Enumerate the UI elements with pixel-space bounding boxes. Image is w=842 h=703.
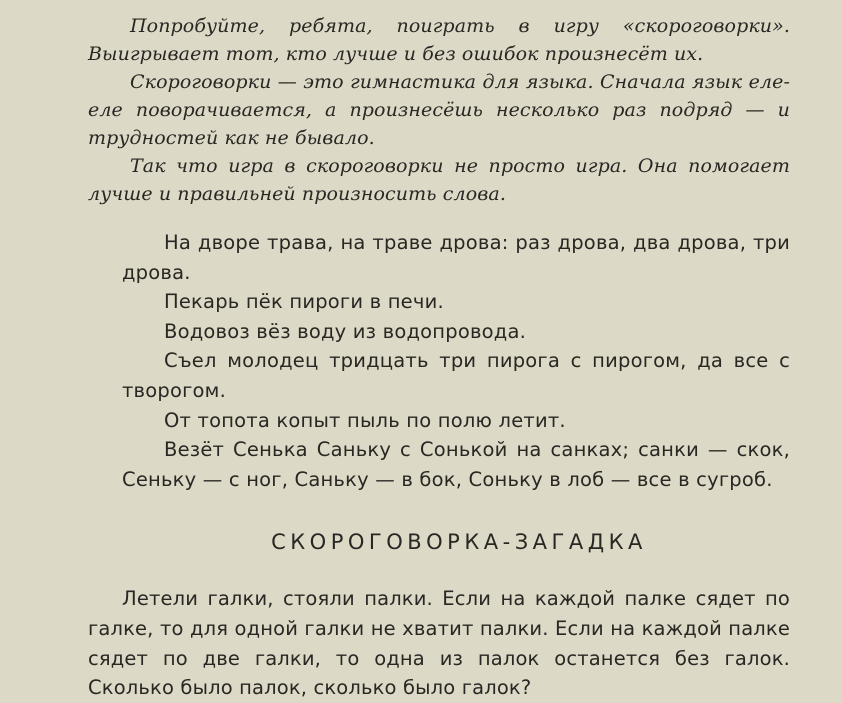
intro-paragraph: Попробуйте, ребята, поиграть в игру «скороговорки». Выигрывает тот, кто лучше и без ошибок произнесёт их. bbox=[88, 15, 790, 65]
section-title: СКОРОГОВОРКА-ЗАГАДКА bbox=[271, 530, 647, 555]
intro-block bbox=[88, 12, 790, 208]
tongue-twister-list bbox=[88, 228, 790, 494]
tongue-twister: Съел молодец тридцать три пирога с пирогом, да все с творогом. bbox=[122, 349, 790, 402]
riddle-block bbox=[88, 584, 790, 702]
intro-paragraph: Так что игра в скороговорки не просто игра. Она помогает лучше и правильней произносить слова. bbox=[88, 155, 790, 205]
tongue-twister: От топота копыт пыль по полю летит. bbox=[164, 408, 566, 432]
intro-paragraph: Скороговорки — это гимнастика для языка. Сначала язык еле-еле поворачивается, а произнесёшь несколько раз подряд — и трудностей как не бывало. bbox=[88, 71, 790, 149]
tongue-twister: Везёт Сенька Саньку с Сонькой на санках; санки — скок, Сеньку — с ног, Саньку — в бок, Соньку в лоб — все в сугроб. bbox=[122, 438, 790, 491]
tongue-twister: Пекарь пёк пироги в печи. bbox=[164, 290, 444, 314]
riddle-text: Летели галки, стояли палки. Если на каждой палке сядет по галке, то для одной галки не хватит палки. Если на каждой палке сядет по две галки, то одна из палок останется без галок. Сколько было палок, сколько было галок? bbox=[88, 587, 790, 700]
tongue-twister: На дворе трава, на траве дрова: раз дрова, два дрова, три дрова. bbox=[122, 231, 790, 284]
tongue-twister: Водовоз вёз воду из водопровода. bbox=[164, 319, 526, 343]
